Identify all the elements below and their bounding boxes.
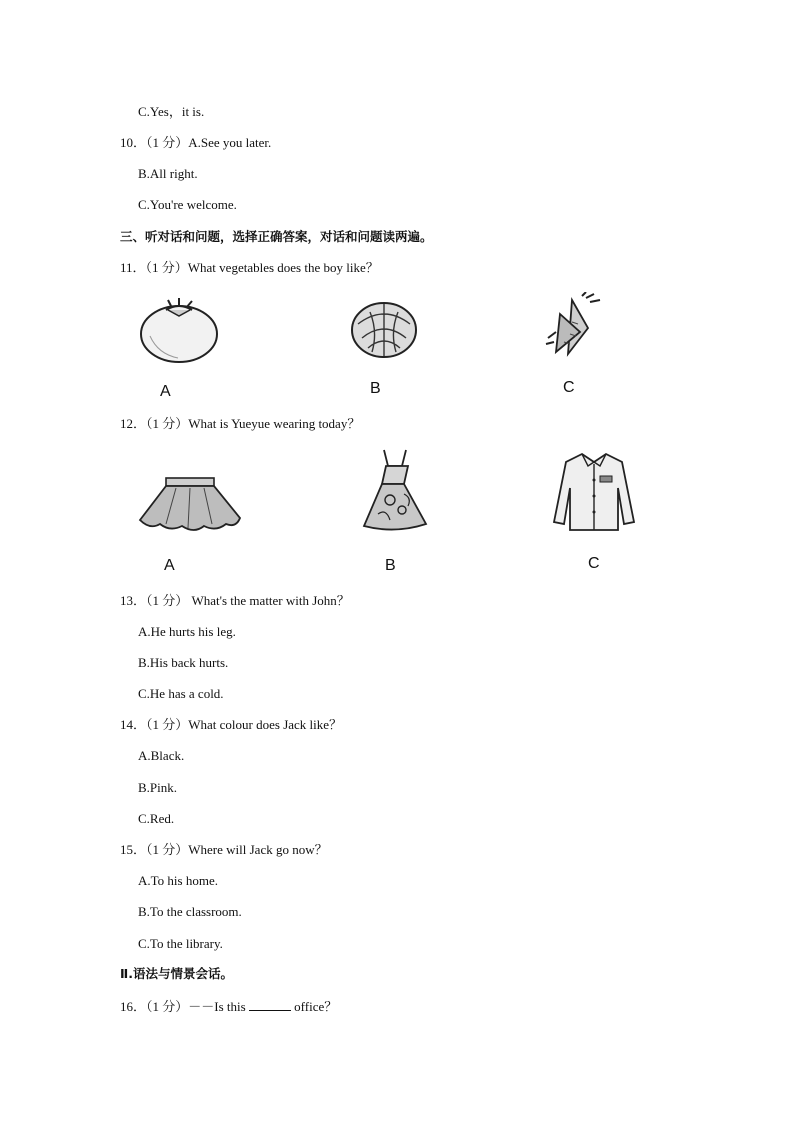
q11-label-a: A: [160, 383, 171, 400]
section-3-title: 三、听对话和问题，选择正确答案，对话和问题读两遍。: [120, 229, 433, 244]
q16-stem-prefix: 16．（1 分）－－Is this: [120, 999, 246, 1014]
q12-label-b: B: [385, 557, 396, 574]
q10-option-c: C.You're welcome.: [138, 197, 237, 212]
q16-stem: [120, 998, 337, 1015]
tomato-icon: [138, 296, 220, 366]
q9-option-c: C.Yes，it is.: [138, 104, 205, 119]
cabbage-icon: [348, 294, 420, 360]
q16-blank[interactable]: [249, 998, 291, 1011]
q15-option-c: C.To the library.: [138, 936, 223, 951]
q12-stem: 12．（1 分）What is Yueyue wearing today？: [120, 416, 361, 431]
q13-stem: 13．（1 分） What's the matter with John？: [120, 593, 350, 608]
carrots-icon: [542, 292, 604, 360]
q14-option-c: C.Red.: [138, 811, 175, 826]
q13-option-a: A.He hurts his leg.: [138, 624, 236, 639]
q14-option-b: B.Pink.: [138, 780, 178, 795]
q13-option-b: B.His back hurts.: [138, 655, 229, 670]
q11-label-b: B: [370, 380, 381, 397]
section-2-title: Ⅱ.语法与情景会话。: [120, 966, 233, 981]
q10-option-b: B.All right.: [138, 166, 198, 181]
q11-stem: 11．（1 分）What vegetables does the boy like？: [120, 260, 379, 275]
q15-option-a: A.To his home.: [138, 873, 218, 888]
shirt-icon: [552, 450, 636, 532]
q15-stem: 15．（1 分）Where will Jack go now？: [120, 842, 328, 857]
dress-icon: [360, 448, 430, 532]
skirt-icon: [136, 472, 244, 534]
q12-label-a: A: [164, 557, 175, 574]
q14-option-a: A.Black.: [138, 748, 185, 763]
q13-option-c: C.He has a cold.: [138, 686, 224, 701]
q15-option-b: B.To the classroom.: [138, 904, 242, 919]
q11-label-c: C: [563, 379, 575, 396]
q12-label-c: C: [588, 555, 600, 572]
q16-stem-suffix: office？: [294, 999, 338, 1014]
q14-stem: 14．（1 分）What colour does Jack like？: [120, 717, 343, 732]
q10-stem: 10．（1 分）A.See you later.: [120, 135, 272, 150]
